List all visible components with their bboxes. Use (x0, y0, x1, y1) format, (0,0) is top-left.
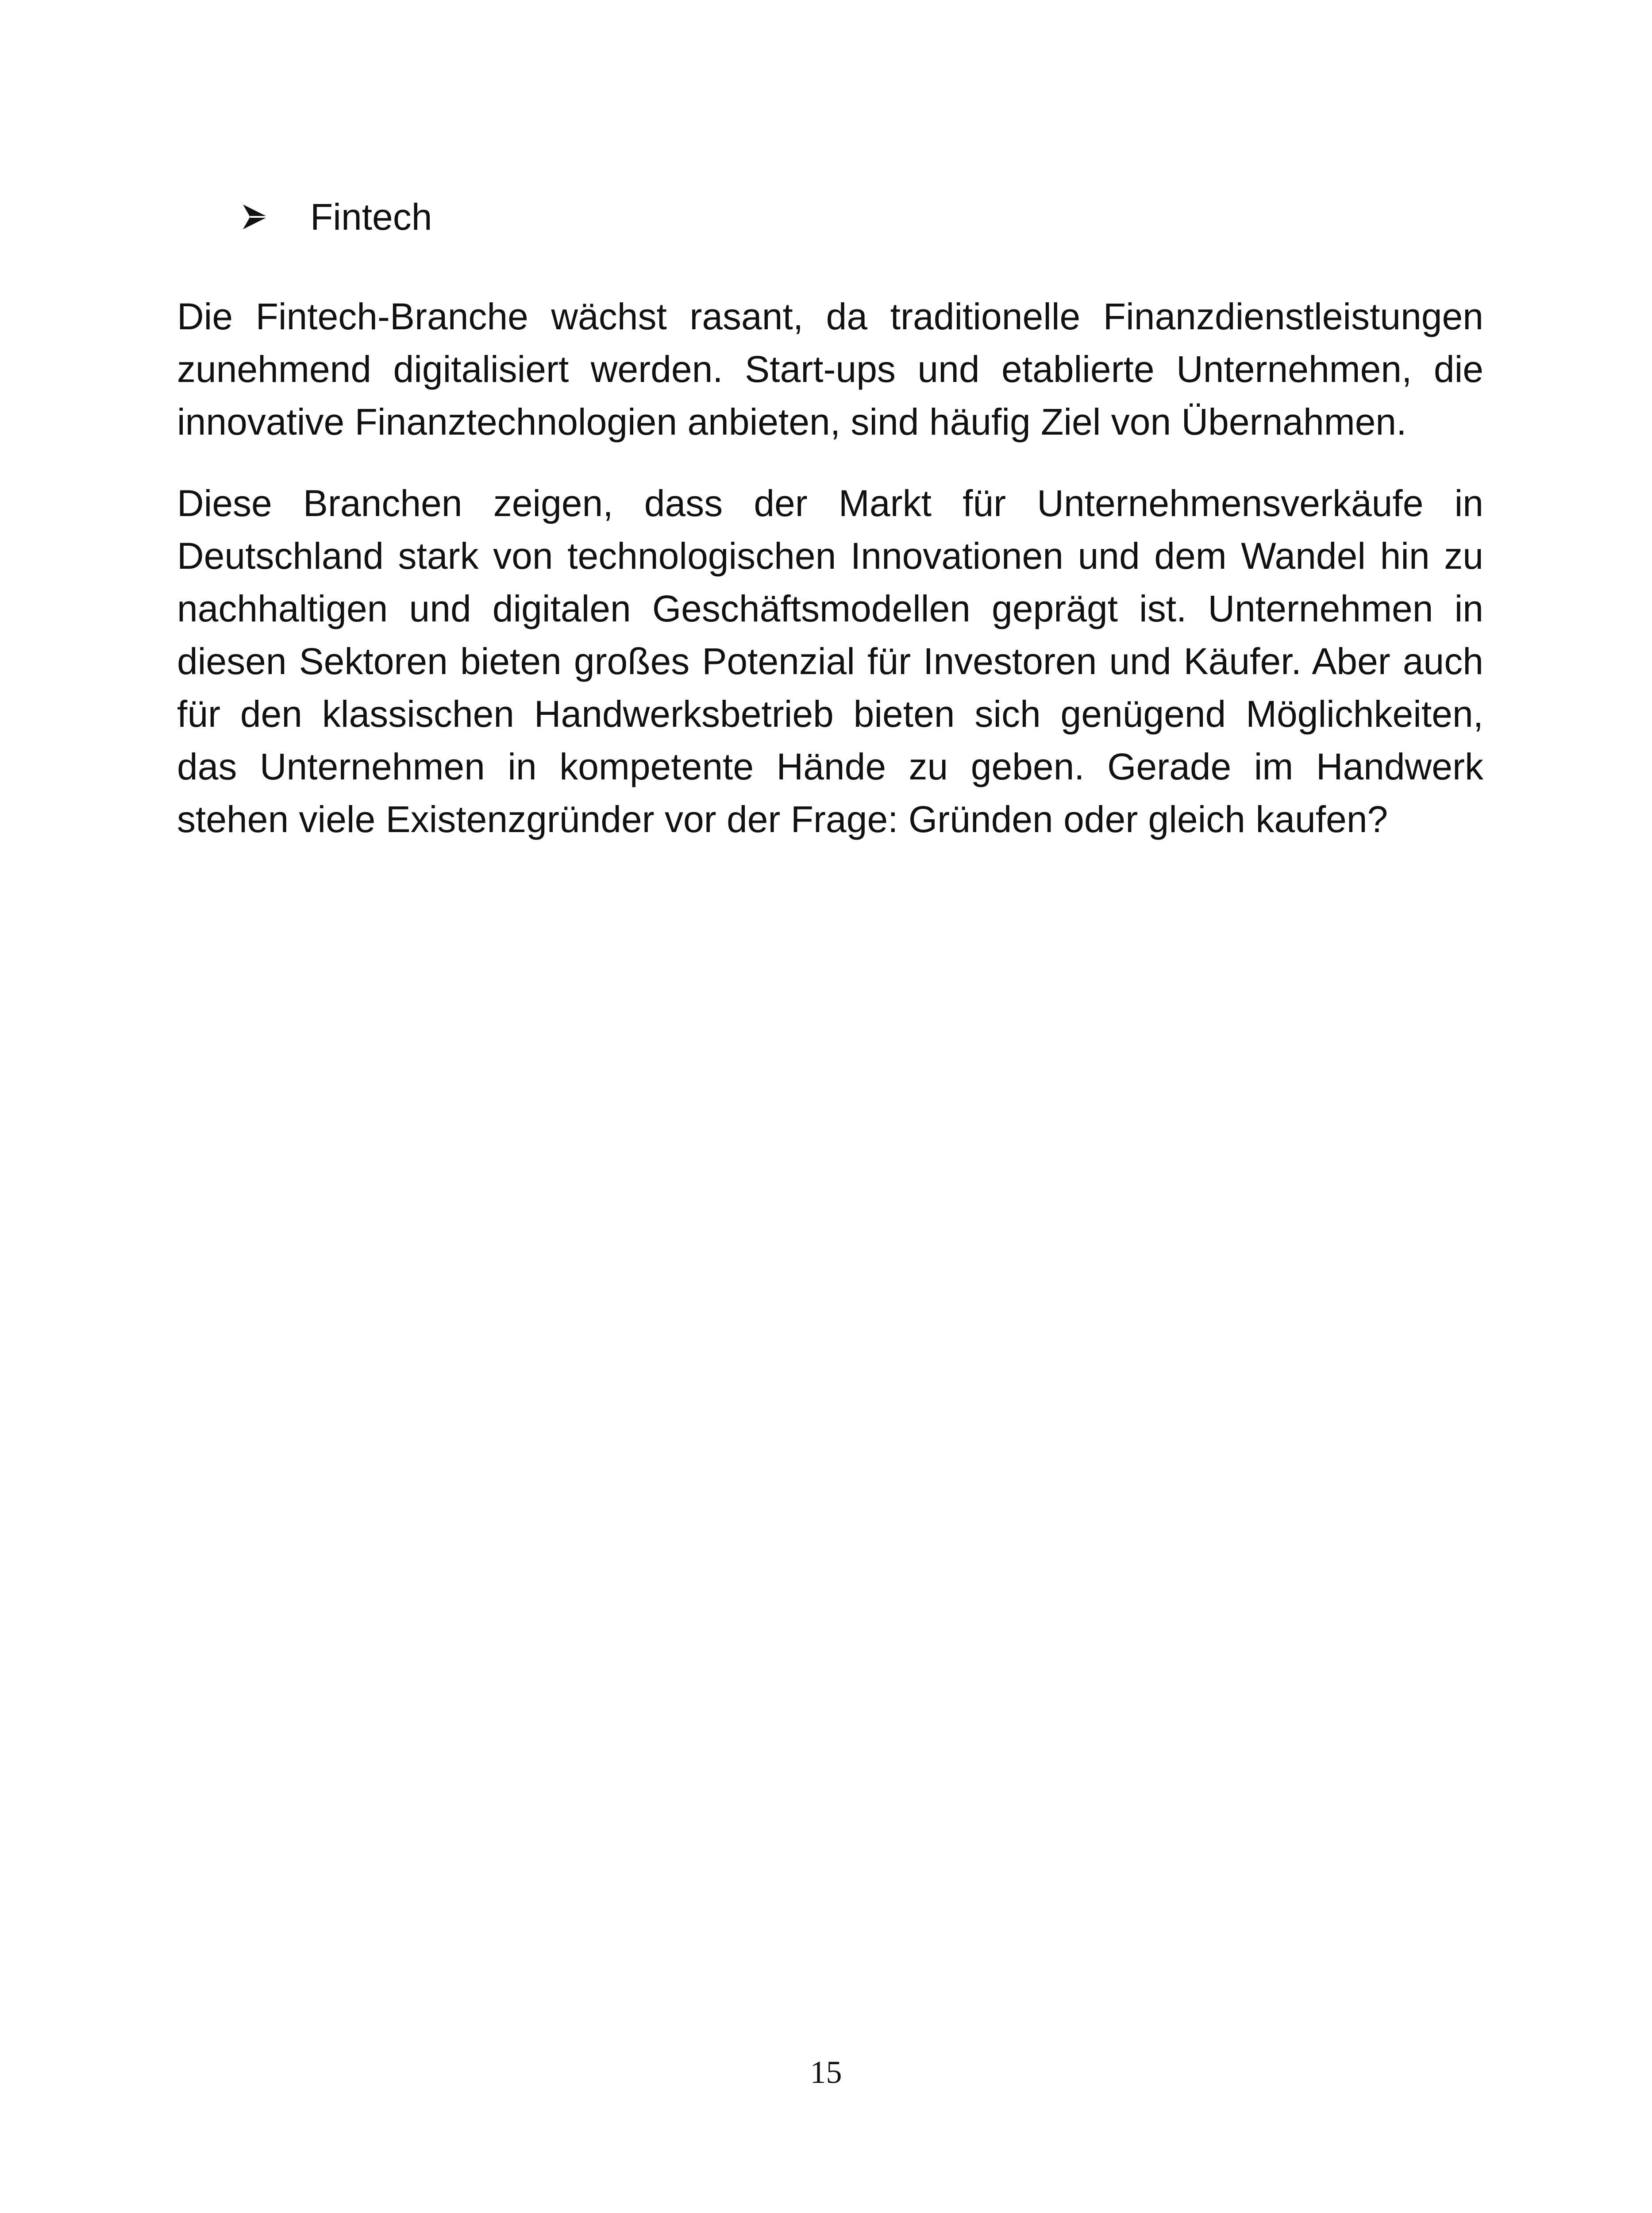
arrowhead-bullet-icon (241, 203, 270, 231)
paragraph-market-summary: Diese Branchen zeigen, dass der Markt für Unternehmensverkäufe in Deutschland stark von technologischen Innovationen und dem Wandel hin zu nachhaltigen und digitalen Geschäftsmodellen geprägt ist. Unternehmen in diesen Sektoren bieten großes Potenzial für Investoren und Käufer. Aber auch für den klassischen Handwerksbetrieb bieten sich genügend Möglichkeiten, das Unternehmen in kompetente Hände zu geben. Gerade im Handwerk stehen viele Existenzgründer vor der Frage: Gründen oder gleich kaufen? (177, 482, 1483, 840)
paragraph-fintech-intro: Die Fintech-Branche wächst rasant, da traditionelle Finanzdienstleistungen zunehmend digitalisiert werden. Start-ups und etablierte Unternehmen, die innovative Finanztechnologien anbieten, sind häufig Ziel von Übernahmen. (177, 296, 1483, 443)
bullet-label: Fintech (310, 196, 432, 238)
bullet-item-fintech (241, 190, 432, 243)
page-number: 15 (810, 2055, 842, 2090)
